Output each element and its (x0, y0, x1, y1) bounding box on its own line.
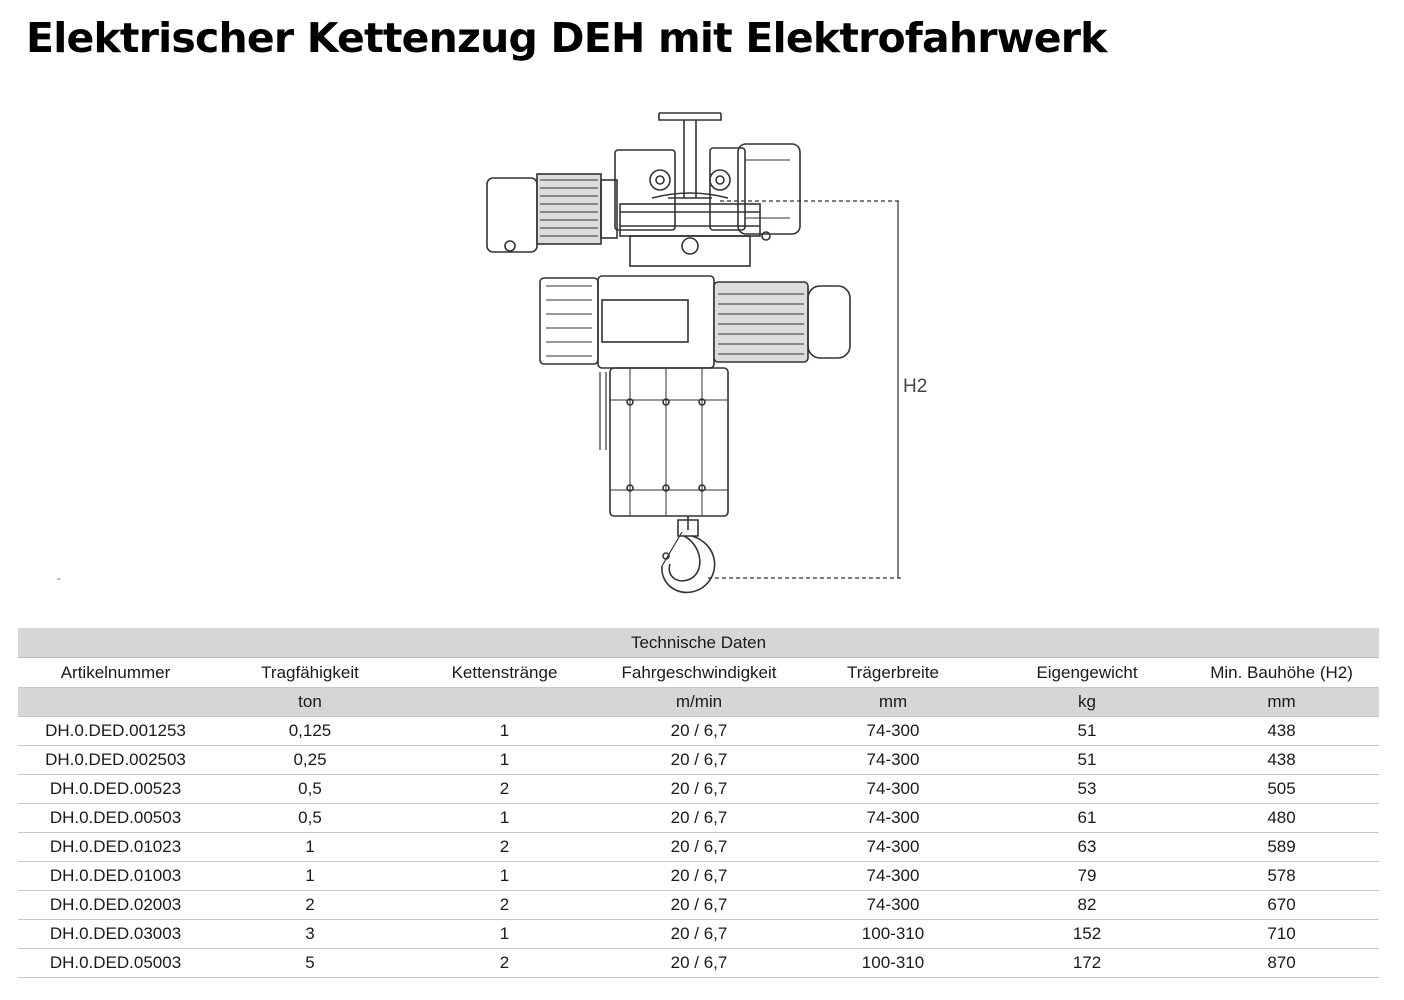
table-row (18, 949, 1379, 978)
table-column-header-row (18, 658, 1379, 688)
table-cell: 61 (990, 804, 1184, 833)
column-unit (407, 688, 602, 717)
column-header: Kettenstränge (407, 658, 602, 688)
table-cell: 0,25 (213, 746, 407, 775)
table-cell: 74-300 (796, 804, 990, 833)
table-cell: 505 (1184, 775, 1379, 804)
table-row (18, 746, 1379, 775)
table-row (18, 717, 1379, 746)
table-cell: DH.0.DED.01003 (18, 862, 213, 891)
table-cell: 1 (213, 833, 407, 862)
table-cell: DH.0.DED.00503 (18, 804, 213, 833)
column-header: Min. Bauhöhe (H2) (1184, 658, 1379, 688)
table-cell: 53 (990, 775, 1184, 804)
table-cell: 3 (213, 920, 407, 949)
table-cell: DH.0.DED.002503 (18, 746, 213, 775)
table-cell: 63 (990, 833, 1184, 862)
i-beam-rail (652, 113, 728, 198)
table-cell: 20 / 6,7 (602, 775, 796, 804)
column-unit: kg (990, 688, 1184, 717)
table-cell: 0,5 (213, 775, 407, 804)
hoist-body (540, 276, 850, 368)
table-cell: 578 (1184, 862, 1379, 891)
hook-icon (662, 516, 715, 592)
table-cell: 670 (1184, 891, 1379, 920)
table-cell: 2 (213, 891, 407, 920)
table-cell: 589 (1184, 833, 1379, 862)
chain-box (600, 368, 728, 516)
table-cell: 480 (1184, 804, 1379, 833)
table-cell: DH.0.DED.01023 (18, 833, 213, 862)
table-cell: 1 (407, 920, 602, 949)
table-cell: DH.0.DED.00523 (18, 775, 213, 804)
table-row (18, 775, 1379, 804)
table-cell: 100-310 (796, 949, 990, 978)
table-group-header-row (18, 628, 1379, 658)
table-unit-row (18, 688, 1379, 717)
column-unit (18, 688, 213, 717)
table-cell: 74-300 (796, 891, 990, 920)
corner-mark: ˝ (56, 578, 61, 589)
table-cell: 2 (407, 833, 602, 862)
table-cell: 74-300 (796, 775, 990, 804)
table-cell: 74-300 (796, 862, 990, 891)
table-row (18, 891, 1379, 920)
table-group-header: Technische Daten (18, 628, 1379, 658)
table-cell: 51 (990, 746, 1184, 775)
table-cell: 172 (990, 949, 1184, 978)
table-cell: 0,125 (213, 717, 407, 746)
column-header: Fahrgeschwindigkeit (602, 658, 796, 688)
column-unit: mm (1184, 688, 1379, 717)
table-cell: 100-310 (796, 920, 990, 949)
hoist-technical-drawing (470, 100, 940, 600)
table-cell: 438 (1184, 746, 1379, 775)
table-cell: 438 (1184, 717, 1379, 746)
page-title: Elektrischer Kettenzug DEH mit Elektrofahrwerk (26, 14, 1107, 62)
table-cell: 20 / 6,7 (602, 949, 796, 978)
table-row (18, 804, 1379, 833)
table-cell: 74-300 (796, 833, 990, 862)
table-cell: 0,5 (213, 804, 407, 833)
table-cell: 2 (407, 891, 602, 920)
table-row (18, 862, 1379, 891)
table-cell: 51 (990, 717, 1184, 746)
table-cell: 74-300 (796, 746, 990, 775)
table-cell: 1 (213, 862, 407, 891)
table-cell: 74-300 (796, 717, 990, 746)
table-cell: DH.0.DED.05003 (18, 949, 213, 978)
table-cell: 1 (407, 804, 602, 833)
table-cell: 20 / 6,7 (602, 717, 796, 746)
table-row (18, 833, 1379, 862)
table-cell: 82 (990, 891, 1184, 920)
table-cell: 1 (407, 862, 602, 891)
table-cell: 1 (407, 717, 602, 746)
table-cell: 20 / 6,7 (602, 746, 796, 775)
table-cell: 20 / 6,7 (602, 804, 796, 833)
table-cell: 2 (407, 949, 602, 978)
table-cell: 2 (407, 775, 602, 804)
table-cell: 5 (213, 949, 407, 978)
dimension-h2 (708, 201, 902, 578)
table-cell: 79 (990, 862, 1184, 891)
column-header: Trägerbreite (796, 658, 990, 688)
table-cell: 870 (1184, 949, 1379, 978)
table-cell: 20 / 6,7 (602, 920, 796, 949)
column-unit: ton (213, 688, 407, 717)
table-cell: 710 (1184, 920, 1379, 949)
travel-motor-left (487, 174, 617, 252)
dimension-h2-label: H2 (903, 376, 928, 397)
table-cell: 152 (990, 920, 1184, 949)
column-unit: mm (796, 688, 990, 717)
column-header: Tragfähigkeit (213, 658, 407, 688)
column-header: Artikelnummer (18, 658, 213, 688)
table-cell: 20 / 6,7 (602, 862, 796, 891)
table-cell: 20 / 6,7 (602, 833, 796, 862)
table-cell: 20 / 6,7 (602, 891, 796, 920)
table-row (18, 920, 1379, 949)
table-cell: DH.0.DED.03003 (18, 920, 213, 949)
table-cell: DH.0.DED.001253 (18, 717, 213, 746)
column-header: Eigengewicht (990, 658, 1184, 688)
table-cell: DH.0.DED.02003 (18, 891, 213, 920)
column-unit: m/min (602, 688, 796, 717)
technical-data-table (18, 628, 1379, 978)
table-cell: 1 (407, 746, 602, 775)
